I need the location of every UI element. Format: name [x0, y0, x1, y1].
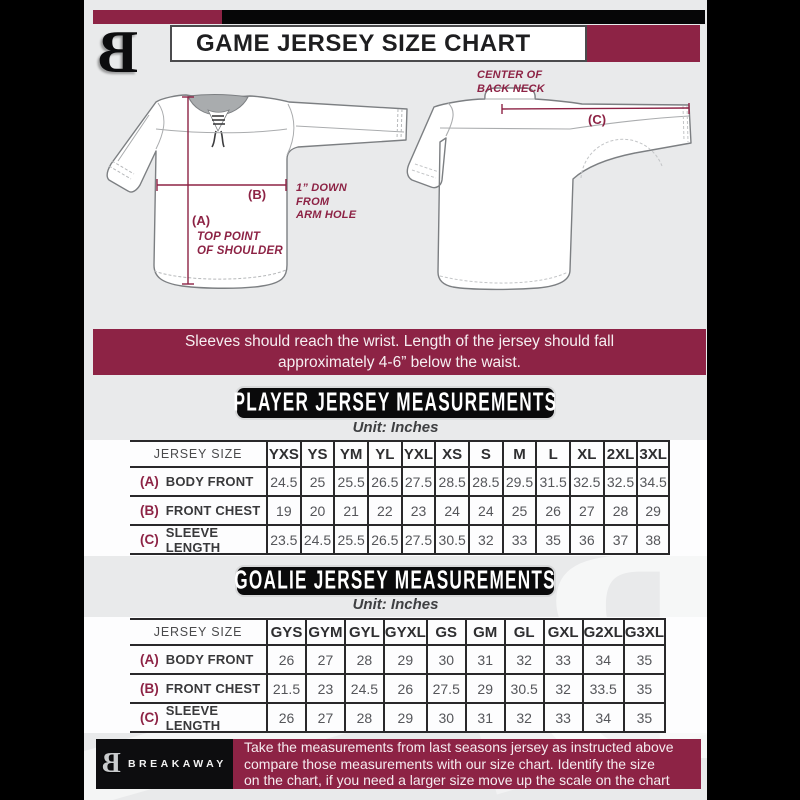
- value-cell: 26: [383, 675, 426, 704]
- column-header-cell: 3XL: [636, 440, 670, 468]
- value-cell: 30: [426, 646, 465, 675]
- value-cell: 29: [636, 497, 670, 526]
- page-title: GAME JERSEY SIZE CHART: [196, 29, 531, 57]
- row-key: (A): [140, 474, 159, 489]
- column-header-cell: YXL: [401, 440, 435, 468]
- value-cell: 26: [266, 646, 305, 675]
- value-cell: 26.5: [367, 468, 401, 497]
- column-header-cell: XL: [569, 440, 603, 468]
- column-header-cell: L: [535, 440, 569, 468]
- row-label: SLEEVE LENGTH: [165, 524, 221, 555]
- value-cell: 29.5: [502, 468, 536, 497]
- row-key: (B): [140, 503, 159, 518]
- value-cell: 38: [636, 526, 670, 555]
- value-cell: 29: [465, 675, 504, 704]
- value-cell: 24.5: [300, 526, 334, 555]
- value-cell: 35: [623, 646, 666, 675]
- value-cell: 22: [367, 497, 401, 526]
- row-key: (C): [140, 532, 159, 547]
- column-header-cell: GYM: [305, 618, 344, 646]
- goalie-section-title: GOALIE JERSEY MEASUREMENTS: [234, 566, 557, 595]
- value-cell: 28: [344, 704, 383, 733]
- value-cell: 20: [300, 497, 334, 526]
- measurement-a-note: TOP POINT OF SHOULDER: [197, 231, 283, 257]
- value-cell: 33: [543, 704, 582, 733]
- value-cell: 19: [266, 497, 300, 526]
- jersey-front-diagram: [90, 85, 420, 325]
- value-cell: 27: [305, 646, 344, 675]
- value-cell: 31: [465, 704, 504, 733]
- column-header-cell: G2XL: [582, 618, 623, 646]
- value-cell: 25: [300, 468, 334, 497]
- footer-note-line: on the chart, if you need a larger size move up the scale on the chart: [244, 772, 670, 789]
- column-header-cell: YS: [300, 440, 334, 468]
- breakaway-logo-icon: B: [102, 748, 121, 779]
- row-label-cell: [130, 497, 266, 526]
- column-header-cell: YXS: [266, 440, 300, 468]
- content-canvas: [84, 0, 707, 800]
- value-cell: 32: [504, 704, 543, 733]
- value-cell: 35: [535, 526, 569, 555]
- row-label: FRONT CHEST: [165, 503, 261, 518]
- column-header-cell: YL: [367, 440, 401, 468]
- row-label-cell: [130, 526, 266, 555]
- column-header-cell: G3XL: [623, 618, 666, 646]
- title-accent-maroon: [587, 25, 700, 62]
- row-label: BODY FRONT: [165, 474, 254, 489]
- value-cell: 30.5: [504, 675, 543, 704]
- value-cell: 23: [401, 497, 435, 526]
- row-key: (C): [140, 710, 159, 725]
- measurement-c-note: CENTER OF BACK NECK: [477, 69, 545, 95]
- column-header-cell: GM: [465, 618, 504, 646]
- value-cell: 33: [543, 646, 582, 675]
- row-key: (B): [140, 681, 159, 696]
- value-cell: 29: [383, 704, 426, 733]
- player-unit-label: Unit: Inches: [352, 419, 439, 436]
- row-label-cell: [130, 468, 266, 497]
- value-cell: 25.5: [333, 526, 367, 555]
- value-cell: 28.5: [468, 468, 502, 497]
- footer-brand-text: BREAKAWAY: [127, 758, 227, 770]
- value-cell: 21.5: [266, 675, 305, 704]
- column-header-cell: GXL: [543, 618, 582, 646]
- column-header-cell: GYS: [266, 618, 305, 646]
- value-cell: 33.5: [582, 675, 623, 704]
- value-cell: 28: [603, 497, 637, 526]
- value-cell: 23: [305, 675, 344, 704]
- value-cell: 26.5: [367, 526, 401, 555]
- value-cell: 32.5: [603, 468, 637, 497]
- notice-banner: [93, 329, 706, 375]
- value-cell: 27.5: [426, 675, 465, 704]
- value-cell: 37: [603, 526, 637, 555]
- value-cell: 27: [569, 497, 603, 526]
- column-header-cell: S: [468, 440, 502, 468]
- column-header-cell: XS: [434, 440, 468, 468]
- value-cell: 24: [468, 497, 502, 526]
- jersey-back-diagram: [400, 60, 707, 320]
- value-cell: 26: [266, 704, 305, 733]
- value-cell: 23.5: [266, 526, 300, 555]
- footer-note-line: compare those measurements with our size chart. Identify the size: [244, 755, 655, 772]
- breakaway-logo-icon: B: [98, 19, 139, 85]
- value-cell: 25.5: [333, 468, 367, 497]
- value-cell: 36: [569, 526, 603, 555]
- footer-logo-box: [96, 739, 233, 789]
- value-cell: 24.5: [344, 675, 383, 704]
- row-label: BODY FRONT: [165, 652, 254, 667]
- notice-line: Sleeves should reach the wrist. Length of the jersey should fall: [184, 332, 615, 350]
- value-cell: 25: [502, 497, 536, 526]
- column-header-cell: M: [502, 440, 536, 468]
- value-cell: 31.5: [535, 468, 569, 497]
- value-cell: 27.5: [401, 468, 435, 497]
- value-cell: 27: [305, 704, 344, 733]
- corner-cell: JERSEY SIZE: [130, 440, 266, 468]
- notice-line: approximately 4-6” below the waist.: [278, 354, 521, 371]
- title-box: [170, 25, 587, 62]
- header-accent-black: [222, 10, 705, 24]
- row-key: (A): [140, 652, 159, 667]
- row-label-cell: [130, 675, 266, 704]
- value-cell: 32: [543, 675, 582, 704]
- measurement-b-note: 1” DOWN FROM ARM HOLE: [296, 182, 357, 221]
- value-cell: 34.5: [636, 468, 670, 497]
- column-header-cell: GS: [426, 618, 465, 646]
- value-cell: 27.5: [401, 526, 435, 555]
- player-section-title: PLAYER JERSEY MEASUREMENTS: [233, 388, 558, 417]
- measurement-c-key: (C): [588, 112, 607, 127]
- value-cell: 28: [344, 646, 383, 675]
- value-cell: 30.5: [434, 526, 468, 555]
- column-header-cell: 2XL: [603, 440, 637, 468]
- value-cell: 31: [465, 646, 504, 675]
- value-cell: 33: [502, 526, 536, 555]
- value-cell: 34: [582, 646, 623, 675]
- row-label: SLEEVE LENGTH: [165, 702, 221, 733]
- value-cell: 32: [468, 526, 502, 555]
- value-cell: 30: [426, 704, 465, 733]
- corner-cell: JERSEY SIZE: [130, 618, 266, 646]
- goalie-measurements-table: [130, 618, 666, 733]
- row-label: FRONT CHEST: [165, 681, 261, 696]
- value-cell: 21: [333, 497, 367, 526]
- player-measurements-table: [130, 440, 670, 555]
- measurement-a-key: (A): [192, 213, 211, 228]
- row-label-cell: [130, 704, 266, 733]
- value-cell: 35: [623, 704, 666, 733]
- value-cell: 24: [434, 497, 468, 526]
- footer-note-line: Take the measurements from last seasons jersey as instructed above: [244, 739, 674, 756]
- value-cell: 29: [383, 646, 426, 675]
- footer-note-box: [233, 739, 701, 789]
- value-cell: 35: [623, 675, 666, 704]
- column-header-cell: GL: [504, 618, 543, 646]
- value-cell: 24.5: [266, 468, 300, 497]
- measurement-b-key: (B): [248, 187, 267, 202]
- row-label-cell: [130, 646, 266, 675]
- value-cell: 32.5: [569, 468, 603, 497]
- goalie-unit-label: Unit: Inches: [352, 596, 439, 613]
- value-cell: 28.5: [434, 468, 468, 497]
- column-header-cell: GYXL: [383, 618, 426, 646]
- column-header-cell: YM: [333, 440, 367, 468]
- value-cell: 32: [504, 646, 543, 675]
- value-cell: 34: [582, 704, 623, 733]
- column-header-cell: GYL: [344, 618, 383, 646]
- value-cell: 26: [535, 497, 569, 526]
